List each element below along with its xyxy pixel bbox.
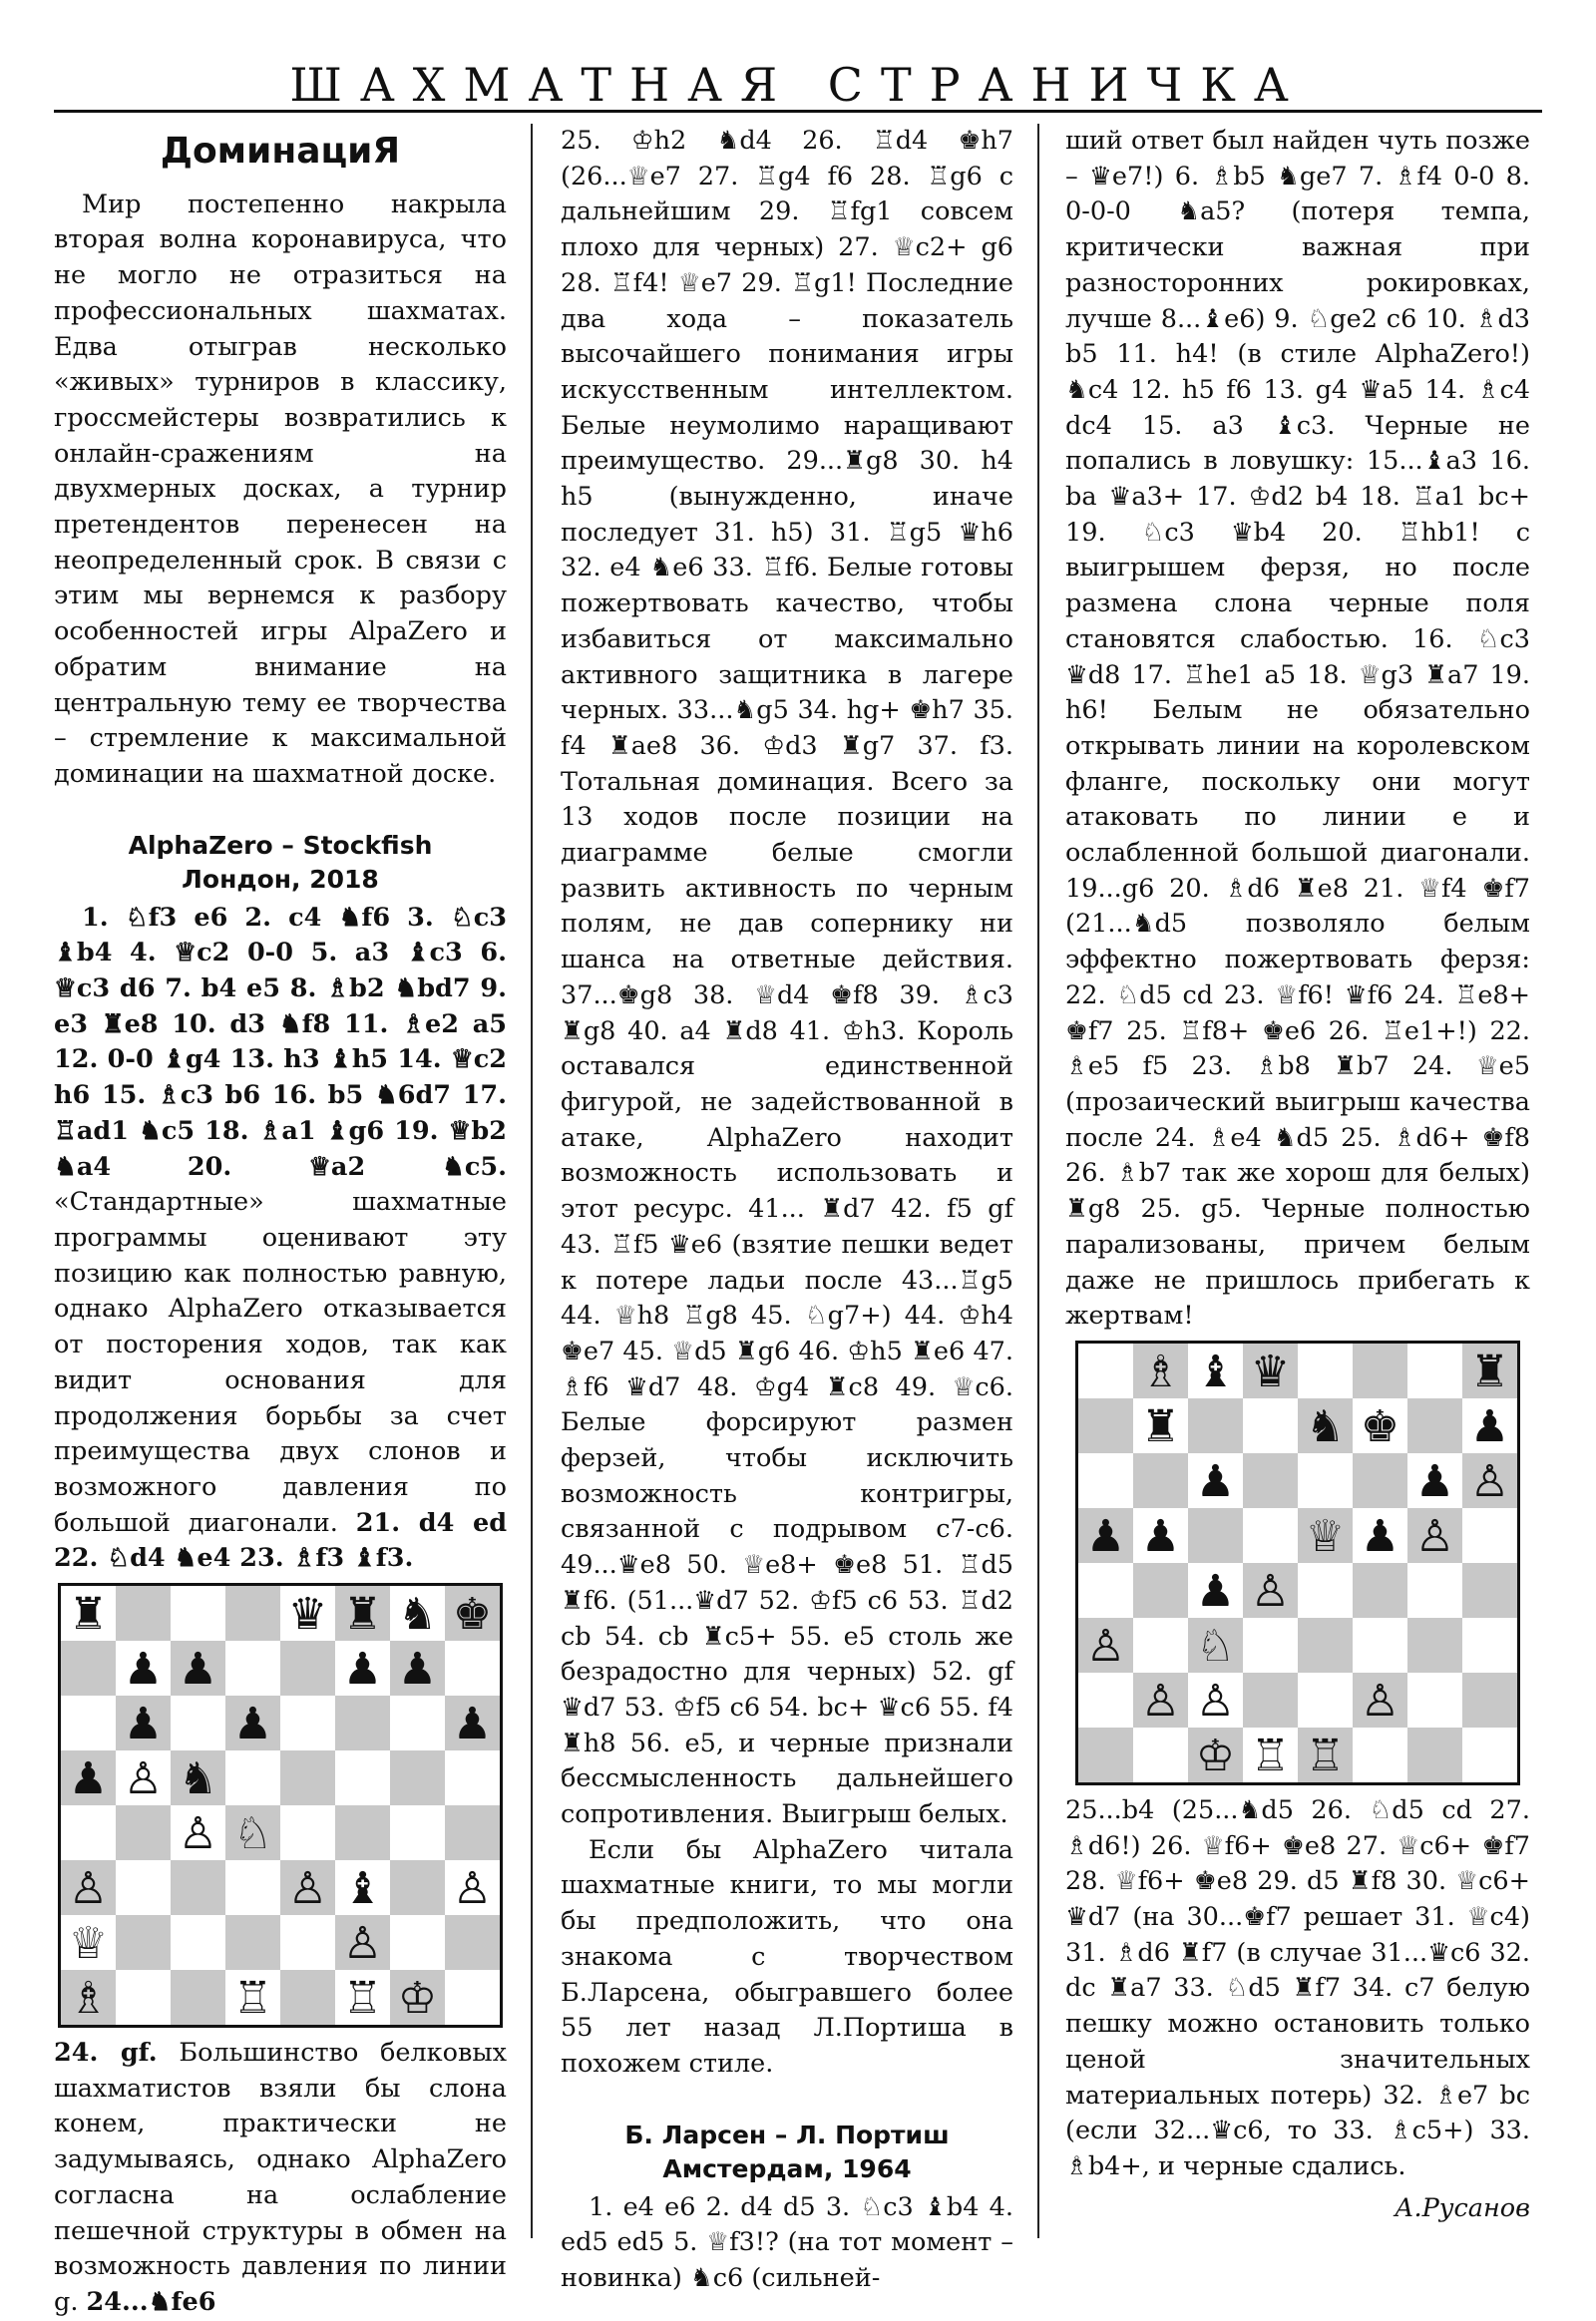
board-square (1078, 1563, 1133, 1618)
board-square (116, 1970, 171, 2025)
chess-diagram-2 (1075, 1341, 1520, 1785)
board-square (1353, 1728, 1407, 1782)
board-square (390, 1805, 445, 1860)
chess-piece: ♗ (68, 1972, 109, 2024)
board-square (171, 1860, 225, 1915)
chess-piece: ♙ (452, 1862, 493, 1914)
board-square (1462, 1618, 1517, 1673)
board-square (1078, 1344, 1133, 1398)
board-square (1407, 1618, 1462, 1673)
board-square (390, 1915, 445, 1970)
chess-piece: ♙ (342, 1917, 383, 1969)
chess-piece: ♟ (397, 1643, 438, 1695)
commentary: Большинство белковых шахматистов взяли бы слона конем, практически не задумываясь, однако AlphaZero согласна на ослабление пешечной структуры в обмен на возможность давления по линии g. (54, 2038, 507, 2317)
header-rule (54, 110, 1542, 113)
game1-heading (54, 829, 507, 897)
chess-diagram-1 (58, 1583, 503, 2028)
chess-piece: ♔ (397, 1972, 438, 2024)
chess-piece: ♙ (1140, 1675, 1181, 1727)
board-square (1353, 1344, 1407, 1398)
board-square (1298, 1453, 1353, 1508)
column-3 (1065, 124, 1530, 2226)
column-2 (561, 124, 1013, 2297)
column-divider (1037, 124, 1039, 2238)
chess-piece: ♟ (123, 1698, 164, 1749)
board-square (225, 1915, 280, 1970)
board-square (1243, 1508, 1298, 1563)
chess-piece: ♙ (178, 1807, 218, 1859)
board-square (1407, 1344, 1462, 1398)
chess-piece: ♟ (1414, 1455, 1455, 1507)
moves: 21. d4 ed 22. ♘d4 ♞e4 23. ♗f3 ♝f3. (54, 1507, 508, 1574)
board-square (225, 1586, 280, 1641)
board-square (61, 1696, 116, 1750)
chess-piece: ♜ (342, 1588, 383, 1640)
game1-event: Лондон, 2018 (182, 864, 379, 894)
board-square (1353, 1618, 1407, 1673)
board-square (1298, 1618, 1353, 1673)
board-square (1407, 1728, 1462, 1782)
chess-piece: ♟ (1085, 1510, 1126, 1562)
board-square (445, 1750, 500, 1805)
board-square (225, 1860, 280, 1915)
board-square (1462, 1673, 1517, 1728)
board-square (335, 1750, 390, 1805)
game1-moves (54, 901, 507, 1577)
chess-piece: ♙ (1250, 1565, 1291, 1617)
board-square (1407, 1398, 1462, 1453)
intro-paragraph: Мир постепенно накрыла вторая волна коронавируса, что не могло не отразиться на профессиональных шахматах. Едва отыграв несколько «живых» турниров в классику, гроссмейстеры возвратились к онлайн-сражениям на двухмерных досках, а турнир претендентов перенесен на неопределенный срок. В связи с этим мы вернемся к разбору особенностей игры AlpaZero и обратим внимание на центральную тему ее творчества – стремление к максимальной доминации на шахматной доске. (54, 189, 507, 789)
larsen-paragraph: Если бы AlphaZero читала шахматные книги, то мы могли бы предположить, что она знакома с творчеством Б.Ларсена, обыгравшего более 55 лет назад Л.Портиша в похожем стиле. (561, 1834, 1013, 2079)
chess-piece: ♜ (1140, 1400, 1181, 1452)
column-divider (531, 124, 533, 2238)
chess-piece: ♟ (232, 1698, 273, 1749)
chess-piece: ♔ (1195, 1730, 1236, 1781)
game2-moves: 1. e4 e6 2. d4 d5 3. ♘c3 ♝b4 4. ed5 ed5 5. ♕f3!? (на тот момент – новинка) ♞c6 (сильней- (561, 2191, 1013, 2294)
chess-piece: ♙ (1360, 1675, 1400, 1727)
board-square (1462, 1508, 1517, 1563)
board-square (1407, 1563, 1462, 1618)
chess-piece: ♟ (452, 1698, 493, 1749)
board-square (280, 1805, 335, 1860)
chess-piece: ♙ (68, 1862, 109, 1914)
board-square (1188, 1508, 1243, 1563)
board-square (445, 1641, 500, 1696)
chess-piece: ♟ (178, 1643, 218, 1695)
chess-piece: ♟ (342, 1643, 383, 1695)
board-square (1243, 1453, 1298, 1508)
board-square (1353, 1563, 1407, 1618)
chess-piece: ♟ (1469, 1400, 1510, 1452)
chess-piece: ♕ (68, 1917, 109, 1969)
chess-piece: ♟ (1195, 1455, 1236, 1507)
board-square (1462, 1728, 1517, 1782)
board-square (1078, 1673, 1133, 1728)
board-square (1133, 1728, 1188, 1782)
board-square (1243, 1673, 1298, 1728)
board-square (280, 1970, 335, 2025)
chess-piece: ♖ (342, 1972, 383, 2024)
column-1 (54, 124, 507, 2321)
chess-piece: ♙ (1195, 1675, 1236, 1727)
chess-piece: ♘ (1195, 1620, 1236, 1672)
chess-piece: ♖ (1305, 1730, 1346, 1781)
chess-piece: ♜ (1469, 1346, 1510, 1397)
chess-piece: ♞ (1305, 1400, 1346, 1452)
chess-piece: ♙ (1085, 1620, 1126, 1672)
board-square (171, 1915, 225, 1970)
board-square (1133, 1563, 1188, 1618)
board-square (1078, 1398, 1133, 1453)
board-square (390, 1750, 445, 1805)
board-square (1188, 1398, 1243, 1453)
board-square (1298, 1673, 1353, 1728)
board-square (61, 1805, 116, 1860)
chess-piece: ♟ (123, 1643, 164, 1695)
board-square (1298, 1563, 1353, 1618)
board-square (171, 1970, 225, 2025)
moves: 24...♞fe6 (86, 2286, 216, 2317)
board-square (1133, 1618, 1188, 1673)
board-square (1078, 1453, 1133, 1508)
page-header: ШАХМАТНАЯ СТРАНИЧКА (289, 58, 1307, 112)
board-square (1353, 1453, 1407, 1508)
chess-piece: ♚ (452, 1588, 493, 1640)
game2-continuation: 25...b4 (25...♞d5 26. ♘d5 cd 27. ♗d6!) 26. ♕f6+ ♚e8 27. ♕c6+ ♚f7 28. ♕f6+ ♚e8 29. d5 ♜f8 30. ♕c6+ ♛d7 (на 30...♚f7 решает 31. ♕c4) 31. ♗d6 ♜f7 (в случае 31...♛c6 32. dc ♜a7 33. ♘d5 ♜f7 34. c7 белую пешку можно остановить только ценой значительных материальных потерь) 32. ♗e7 bc (если 32...♛c6, то 33. ♗c5+) 33. ♗b4+, и черные сдались. (1065, 1794, 1530, 2181)
chess-piece: ♝ (1195, 1346, 1236, 1397)
game1-continuation (54, 2036, 507, 2321)
board-square (280, 1696, 335, 1750)
chess-piece: ♖ (1250, 1730, 1291, 1781)
board-square (1243, 1398, 1298, 1453)
board-square (171, 1696, 225, 1750)
board-square (445, 1805, 500, 1860)
board-square (335, 1696, 390, 1750)
board-square (280, 1915, 335, 1970)
board-square (445, 1915, 500, 1970)
board-square (335, 1805, 390, 1860)
chess-piece: ♟ (68, 1752, 109, 1804)
chess-piece: ♜ (68, 1588, 109, 1640)
chess-piece: ♘ (232, 1807, 273, 1859)
chess-piece: ♛ (287, 1588, 328, 1640)
board-square (225, 1750, 280, 1805)
game2-text: ший ответ был найден чуть позже – ♛e7!) 6. ♗b5 ♞ge7 7. ♗f4 0-0 8. 0-0-0 ♞a5? (потеря темпа, критически важная при разносторонних рокировках, лучше 8...♝e6) 9. ♘ge2 c6 10. ♗d3 b5 11. h4! (в стиле AlphaZero!) ♞c4 12. h5 f6 13. g4 ♛a5 14. ♗c4 dc4 15. a3 ♝c3. Черные не попались в ловушку: 15...♝a3 16. ba ♛a3+ 17. ♔d2 b4 18. ♖a1 bc+ 19. ♘c3 ♛b4 20. ♖hb1! с выигрышем ферзя, но после размена слона черные поля становятся слабостью. 16. ♘c3 ♛d8 17. ♖he1 a5 18. ♕g3 ♜a7 19. h6! Белым не обязательно открывать линии на королевском фланге, поскольку они могут атаковать по линии e и ослабленной большой диагонали. 19...g6 20. ♗d6 ♜e8 21. ♕f4 ♚f7 (21...♞d5 позволяло белым эффектно пожертвовать ферзя: 22. ♘d5 cd 23. ♕f6! ♛f6 24. ♖e8+ ♚f7 25. ♖f8+ ♚e6 26. ♖e1+!) 22. ♗e5 f5 23. ♗b8 ♜b7 24. ♕e5 (прозаический выигрыш качества после 24. ♗e4 ♞d5 25. ♗d6+ ♚f8 26. ♗b7 так же хорош для белых) ♜g8 25. g5. Черные полностью парализованы, причем белым даже не пришлось прибегать к жертвам! (1065, 126, 1530, 1332)
chess-piece: ♟ (1140, 1510, 1181, 1562)
chess-piece: ♙ (123, 1752, 164, 1804)
commentary: «Стандартные» шахматные программы оценивают эту позицию как полностью равную, однако AlphaZero отказывается от посторения ходов, так как видит основания для продолжения борьбы за счет преимущества двух слонов и возможного давления по большой диагонали. (54, 1187, 507, 1538)
chess-piece: ♟ (1360, 1510, 1400, 1562)
board-square (1298, 1344, 1353, 1398)
chess-piece: ♕ (1305, 1510, 1346, 1562)
board-square (171, 1586, 225, 1641)
moves: 24. gf. (54, 2038, 158, 2069)
board-square (280, 1750, 335, 1805)
board-square (116, 1915, 171, 1970)
game2-players: Б. Ларсен – Л. Портиш (624, 2120, 950, 2149)
chess-piece: ♙ (287, 1862, 328, 1914)
board-square (1462, 1563, 1517, 1618)
chess-piece: ♙ (1469, 1455, 1510, 1507)
chess-piece: ♙ (1414, 1510, 1455, 1562)
chess-piece: ♖ (232, 1972, 273, 2024)
board-square (61, 1641, 116, 1696)
article-title: ДоминациЯ (160, 131, 401, 172)
board-square (445, 1970, 500, 2025)
game2-event: Амстердам, 1964 (662, 2153, 912, 2183)
game2-heading (561, 2119, 1013, 2186)
board-square (390, 1696, 445, 1750)
chess-piece: ♟ (1195, 1565, 1236, 1617)
board-square (390, 1860, 445, 1915)
board-square (1133, 1453, 1188, 1508)
chess-piece: ♞ (397, 1588, 438, 1640)
board-square (1078, 1728, 1133, 1782)
author: А.Русанов (1395, 2192, 1530, 2223)
game1-text: 25. ♔h2 ♞d4 26. ♖d4 ♚h7 (26...♕e7 27. ♖g4 f6 28. ♖g6 с дальнейшим 29. ♖fg1 совсем плохо для черных) 27. ♕c2+ g6 28. ♖f4! ♕e7 29. ♖g1! Последние два хода – показатель высочайшего понимания игры искусственным интеллектом. Белые неумолимо наращивают преимущество. 29...♜g8 30. h4 h5 (вынужденно, иначе последует 31. h5) 31. ♖g5 ♛h6 32. e4 ♞e6 33. ♖f6. Белые готовы пожертвовать качество, чтобы избавиться от максимально активного защитника в лагере черных. 33...♞g5 34. hg+ ♚h7 35. f4 ♜ae8 36. ♔d3 ♜g7 37. f3. Тотальная доминация. Всего за 13 ходов после позиции на диаграмме белые смогли развить активность по черным полям, не дав сопернику ни шанса на ответные действия. 37...♚g8 38. ♕d4 ♚f8 39. ♗c3 ♜g8 40. a4 ♜d8 41. ♔h3. Король оставался единственной фигурой, не задействованной в атаке, AlphaZero находит возможность использовать и этот ресурс. 41... ♜d7 42. f5 gf 43. ♖f5 ♛e6 (взятие пешки ведет к потере ладьи после 43...♖g5 44. ♕h8 ♖g8 45. ♘g7+) 44. ♔h4 ♚e7 45. ♕d5 ♜g6 46. ♔h5 ♜e6 47. ♗f6 ♛d7 48. ♔g4 ♜c8 49. ♕c6. Белые форсируют размен ферзей, чтобы исключить возможность контригры, связанной с подрывом c7-c6. 49...♛e8 50. ♕e8+ ♚e8 51. ♖d5 ♜f6. (51...♛d7 52. ♔f5 c6 53. ♖d2 cb 54. cb ♜c5+ 55. e5 столь же безрадостно для черных) 52. gf ♛d7 53. ♔f5 c6 54. bc+ ♛c6 55. f4 ♜h8 56. e5, и черные признали бессмысленность дальнейшего сопротивления. Выигрыш белых. (561, 126, 1013, 1830)
board-square (1243, 1618, 1298, 1673)
chess-piece: ♛ (1250, 1346, 1291, 1397)
board-square (225, 1641, 280, 1696)
chess-piece: ♚ (1360, 1400, 1400, 1452)
board-square (116, 1805, 171, 1860)
board-square (1407, 1673, 1462, 1728)
board-square (116, 1860, 171, 1915)
board-square (280, 1641, 335, 1696)
chess-piece: ♞ (178, 1752, 218, 1804)
game1-players: AlphaZero – Stockfish (128, 830, 433, 860)
board-square (116, 1586, 171, 1641)
chess-piece: ♗ (1140, 1346, 1181, 1397)
moves: 1. ♘f3 e6 2. c4 ♞f6 3. ♘c3 ♝b4 4. ♕c2 0-0 5. a3 ♝c3 6. ♕c3 d6 7. b4 e5 8. ♗b2 ♞bd7 9. e3 ♜e8 10. d3 ♞f8 11. ♗e2 a5 12. 0-0 ♝g4 13. h3 ♝h5 14. ♕c2 h6 15. ♗c3 b6 16. b5 ♞6d7 17. ♖ad1 ♞c5 18. ♗a1 ♝g6 19. ♕b2 ♞a4 20. ♕a2 ♞c5. (54, 902, 507, 1182)
chess-piece: ♝ (342, 1862, 383, 1914)
